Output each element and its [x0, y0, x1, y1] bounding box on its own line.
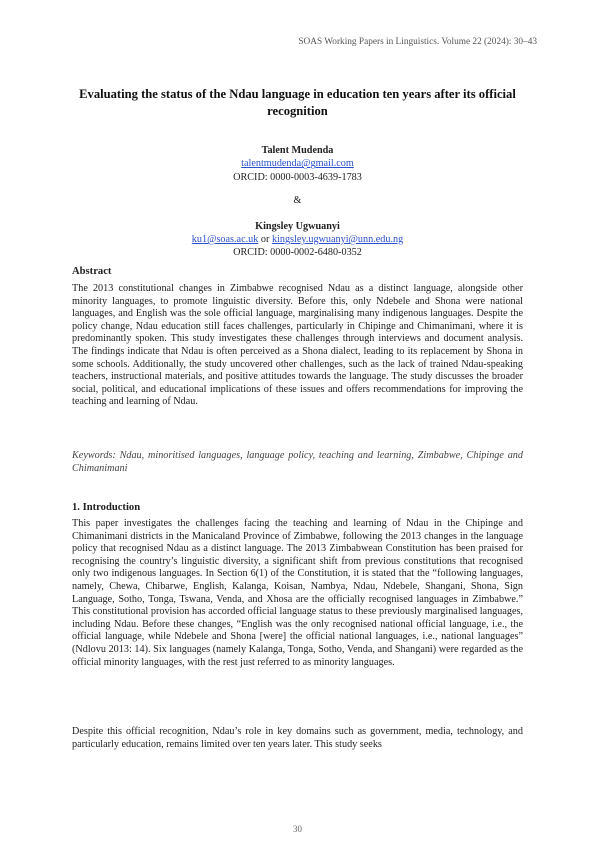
author-2-email-link-1[interactable]: ku1@soas.ac.uk: [191, 234, 259, 246]
author-1: [72, 144, 523, 184]
intro-paragraph-1: This paper investigates the challenges facing the teaching and learning of Ndau in the Chipinge and Chimanimani districts in the Manicaland Province of Zimbabwe, following the 2013 changes in the language policy that recognised Ndau as a distinct language. The 2013 Zimbabwean Constitution has been praised for recognising the country’s linguistic diversity, a significant shift from previous constitutions that recognised only two indigenous languages. In Section 6(1) of the Constitution, it is stated that the “following languages, namely, Chewa, Chibarwe, English, Kalanga, Koisan, Nambya, Ndau, Ndebele, Shangani, Shona, Sign Language, Sotho, Tonga, Tswana, Venda, and Xhosa are the officially recognised languages in Zimbabwe.” This constitutional provision has accorded official language status to these previously marginalised languages, including Ndau. Before these changes, “English was the only recognised national official language, i.e., the official language, while Ndebele and Shona [were] the official national languages, i.e., national languages” (Ndlovu 2013: 14). Six languages (namely Kalanga, Tonga, Sotho, Venda, and Shangani) were regarded as the official minority languages, with the rest just referred to as minority languages.: [72, 518, 523, 668]
running-head: SOAS Working Papers in Linguistics. Volume 22 (2024): 30–43: [298, 37, 537, 47]
author-1-email-link[interactable]: talentmudenda@gmail.com: [241, 158, 354, 170]
paper-title: Evaluating the status of the Ndau language in education ten years after its official recognition: [79, 87, 516, 118]
abstract-text: The 2013 constitutional changes in Zimbabwe recognised Ndau as a distinct language, alongside other minority languages, to promote linguistic diversity. Before this, only Ndebele and Shona were national languages, and English was the sole official language, marginalising many indigenous languages. Despite the policy change, Ndau education still faces challenges, particularly in Chipinge and Chimanimani, where it is predominantly spoken. This study investigates these challenges through interviews and document analysis. The findings indicate that Ndau is often perceived as a Shona dialect, leading to its replacement by Shona in some schools. Additionally, the study uncovered other challenges, such as the lack of trained Ndau-speaking teachers, instructional materials, and positive attitudes towards the language. The study discusses the broader social, political, and educational implications of these issues and offers recommendations for improving the teaching and learning of Ndau.: [72, 283, 523, 408]
author-2-or: or: [260, 234, 270, 246]
author-separator: &: [293, 195, 302, 207]
abstract-heading: Abstract: [72, 266, 112, 277]
author-2: [72, 220, 523, 260]
author-1-orcid: ORCID: 0000-0003-4639-1783: [233, 171, 362, 183]
author-2-email-link-2[interactable]: kingsley.ugwuanyi@unn.edu.ng: [271, 234, 404, 246]
authors-block: [72, 144, 523, 260]
author-2-orcid: ORCID: 0000-0002-6480-0352: [233, 247, 362, 259]
page-number: 30: [293, 824, 302, 834]
author-1-name: Talent Mudenda: [261, 145, 334, 156]
intro-heading: 1. Introduction: [72, 502, 141, 513]
keywords: Keywords: Ndau, minoritised languages, language policy, teaching and learning, Zimbabwe, Chipinge and Chimanimani: [72, 450, 523, 474]
intro-paragraph-2: Despite this official recognition, Ndau’s role in key domains such as government, media, technology, and particularly education, remains limited over ten years later. This study seeks: [72, 726, 523, 750]
author-2-name: Kingsley Ugwuanyi: [255, 220, 340, 232]
